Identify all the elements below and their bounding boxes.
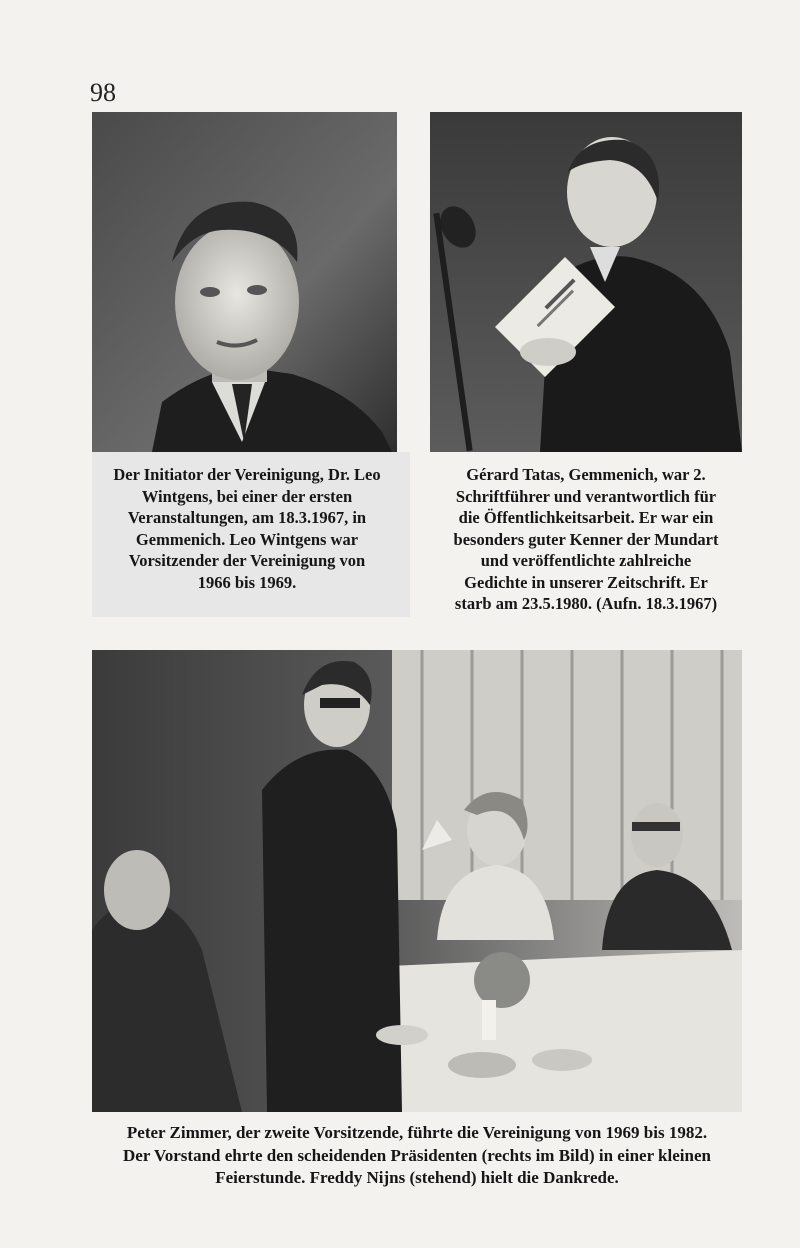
caption-line: Gedichte in unserer Zeitschrift. Er <box>464 572 708 592</box>
caption-line: Feierstunde. Freddy Nijns (stehend) hielt die Dankrede. <box>215 1168 619 1187</box>
photo-peter-zimmer <box>92 650 742 1112</box>
caption-line: die Öffentlichkeitsarbeit. Er war ein <box>458 508 714 527</box>
caption-line: Schriftführer und verantwortlich für <box>455 486 717 506</box>
caption-line: Veranstaltungen, am 18.3.1967, in <box>127 508 367 527</box>
caption-line: besonders guter Kenner der Mundart <box>453 529 719 549</box>
caption-gerard-tatas <box>425 464 747 615</box>
caption-line: Wintgens, bei einer der ersten <box>141 486 353 506</box>
caption-line: Gérard Tatas, Gemmenich, war 2. <box>466 465 706 484</box>
page-number: 98 <box>90 78 116 107</box>
caption-line: Vorsitzender der Vereinigung von <box>128 551 366 570</box>
caption-line: Der Vorstand ehrte den scheidenden Präsidenten (rechts im Bild) in einer kleinen <box>123 1145 711 1165</box>
caption-line: starb am 23.5.1980. (Aufn. 18.3.1967) <box>454 594 718 613</box>
caption-line: 1966 bis 1969. <box>197 572 297 592</box>
photo-gerard-tatas <box>430 112 742 452</box>
caption-line: Der Initiator der Vereinigung, Dr. Leo <box>113 465 381 484</box>
caption-line: Peter Zimmer, der zweite Vorsitzende, führte die Vereinigung von 1969 bis 1982. <box>126 1123 708 1142</box>
caption-peter-zimmer <box>80 1122 754 1190</box>
caption-line: Gemmenich. Leo Wintgens war <box>135 529 359 549</box>
caption-line: und veröffentlichte zahlreiche <box>480 551 692 570</box>
photo-leo-wintgens <box>92 112 397 452</box>
caption-leo-wintgens <box>92 464 402 593</box>
